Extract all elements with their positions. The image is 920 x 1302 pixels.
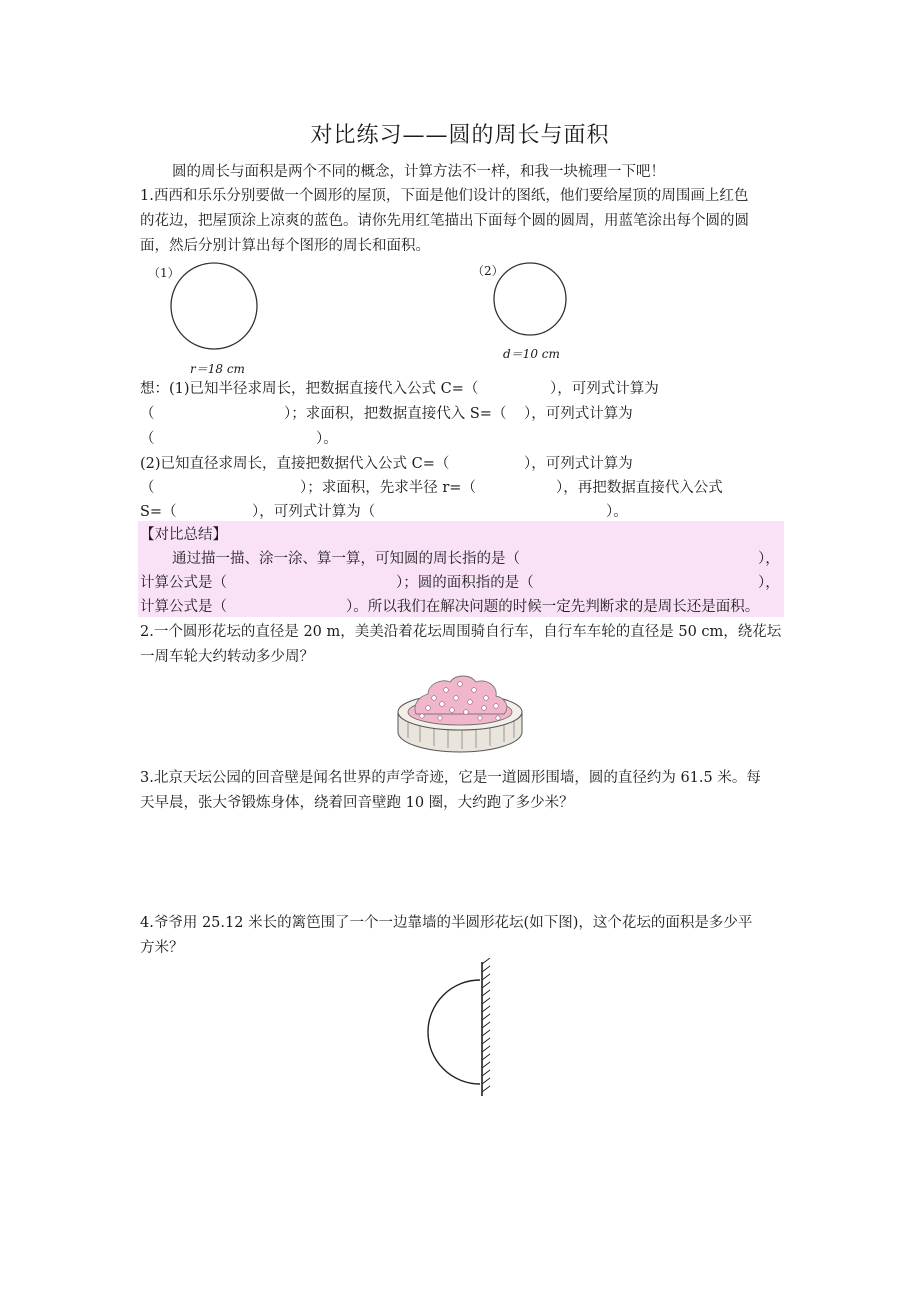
summary-line2-b: ）；圆的面积指的是（ (396, 575, 534, 591)
page-title: 对比练习——圆的周长与面积 (310, 123, 610, 148)
flower-bed-illustration (394, 668, 526, 758)
think5-c: ），再把数据直接代入公式 (556, 480, 723, 496)
figure2-label: （2） (472, 264, 504, 278)
think2-a: （ (140, 406, 155, 422)
think4-a: (2)已知直径求周长，直接把数据代入公式 C=（ (140, 456, 450, 472)
intro-text: 圆的周长与面积是两个不同的概念，计算方法不一样，和我一块梳理一下吧！ (172, 164, 665, 180)
figure1-circle (166, 258, 262, 354)
summary-line1-b: ）， (758, 551, 780, 567)
summary-line3-a: 计算公式是（ (140, 599, 227, 615)
think6-b: ），可列式计算为（ (252, 504, 376, 520)
think1-b: ），可列式计算为 (550, 381, 659, 397)
q1-line3: 面，然后分别计算出每个图形的周长和面积。 (140, 238, 430, 254)
summary-line1-a: 通过描一描、涂一涂、算一算，可知圆的周长指的是（ (172, 551, 520, 567)
think4-b: ），可列式计算为 (524, 456, 633, 472)
q2-line1: 2.一个圆形花坛的直径是 20 m，美美沿着花坛周围骑自行车，自行车车轮的直径是 50 cm，绕花坛 (140, 624, 782, 640)
figure2-caption: d＝10 cm (503, 347, 560, 361)
summary-line2-c: ）， (758, 575, 780, 591)
figure1-label: （1） (148, 266, 180, 280)
think5-a: （ (140, 480, 155, 496)
q2-line2: 一周车轮大约转动多少周？ (140, 649, 314, 665)
q4-line2: 方米？ (140, 940, 184, 956)
think3-b: ）。 (316, 431, 338, 447)
figure1-caption: r＝18 cm (190, 362, 245, 376)
semicircle-wall-diagram (424, 958, 494, 1100)
think3-a: （ (140, 431, 155, 447)
q1-line2: 的花边，把屋顶涂上凉爽的蓝色。请你先用红笔描出下面每个圆的圆周，用蓝笔涂出每个圆的圆 (140, 213, 749, 229)
summary-line3-b: ）。所以我们在解决问题的时候一定先判断求的是周长还是面积。 (346, 599, 760, 615)
q4-line1: 4.爷爷用 25.12 米长的篱笆围了一个一边靠墙的半圆形花坛(如下图)，这个花坛的面积是多少平 (140, 915, 753, 931)
q1-line1: 1.西西和乐乐分别要做一个圆形的屋顶，下面是他们设计的图纸，他们要给屋顶的周围画上红色 (140, 188, 749, 204)
think1-a: 想：(1)已知半径求周长，把数据直接代入公式 C=（ (140, 381, 479, 397)
q3-line2: 天早晨，张大爷锻炼身体，绕着回音壁跑 10 圈，大约跑了多少米？ (140, 795, 574, 811)
think6-c: ）。 (606, 504, 628, 520)
figure2-circle (490, 259, 570, 339)
think5-b: ）；求面积，先求半径 r=（ (300, 480, 476, 496)
think6-a: S=（ (140, 504, 177, 520)
q3-line1: 3.北京天坛公园的回音壁是闻名世界的声学奇迹，它是一道圆形围墙，圆的直径约为 61.5 米。每 (140, 770, 761, 786)
summary-line2-a: 计算公式是（ (140, 575, 227, 591)
think2-c: ），可列式计算为 (524, 406, 633, 422)
think2-b: ）；求面积，把数据直接代入 S=（ (284, 406, 507, 422)
summary-heading: 【对比总结】 (140, 527, 227, 543)
